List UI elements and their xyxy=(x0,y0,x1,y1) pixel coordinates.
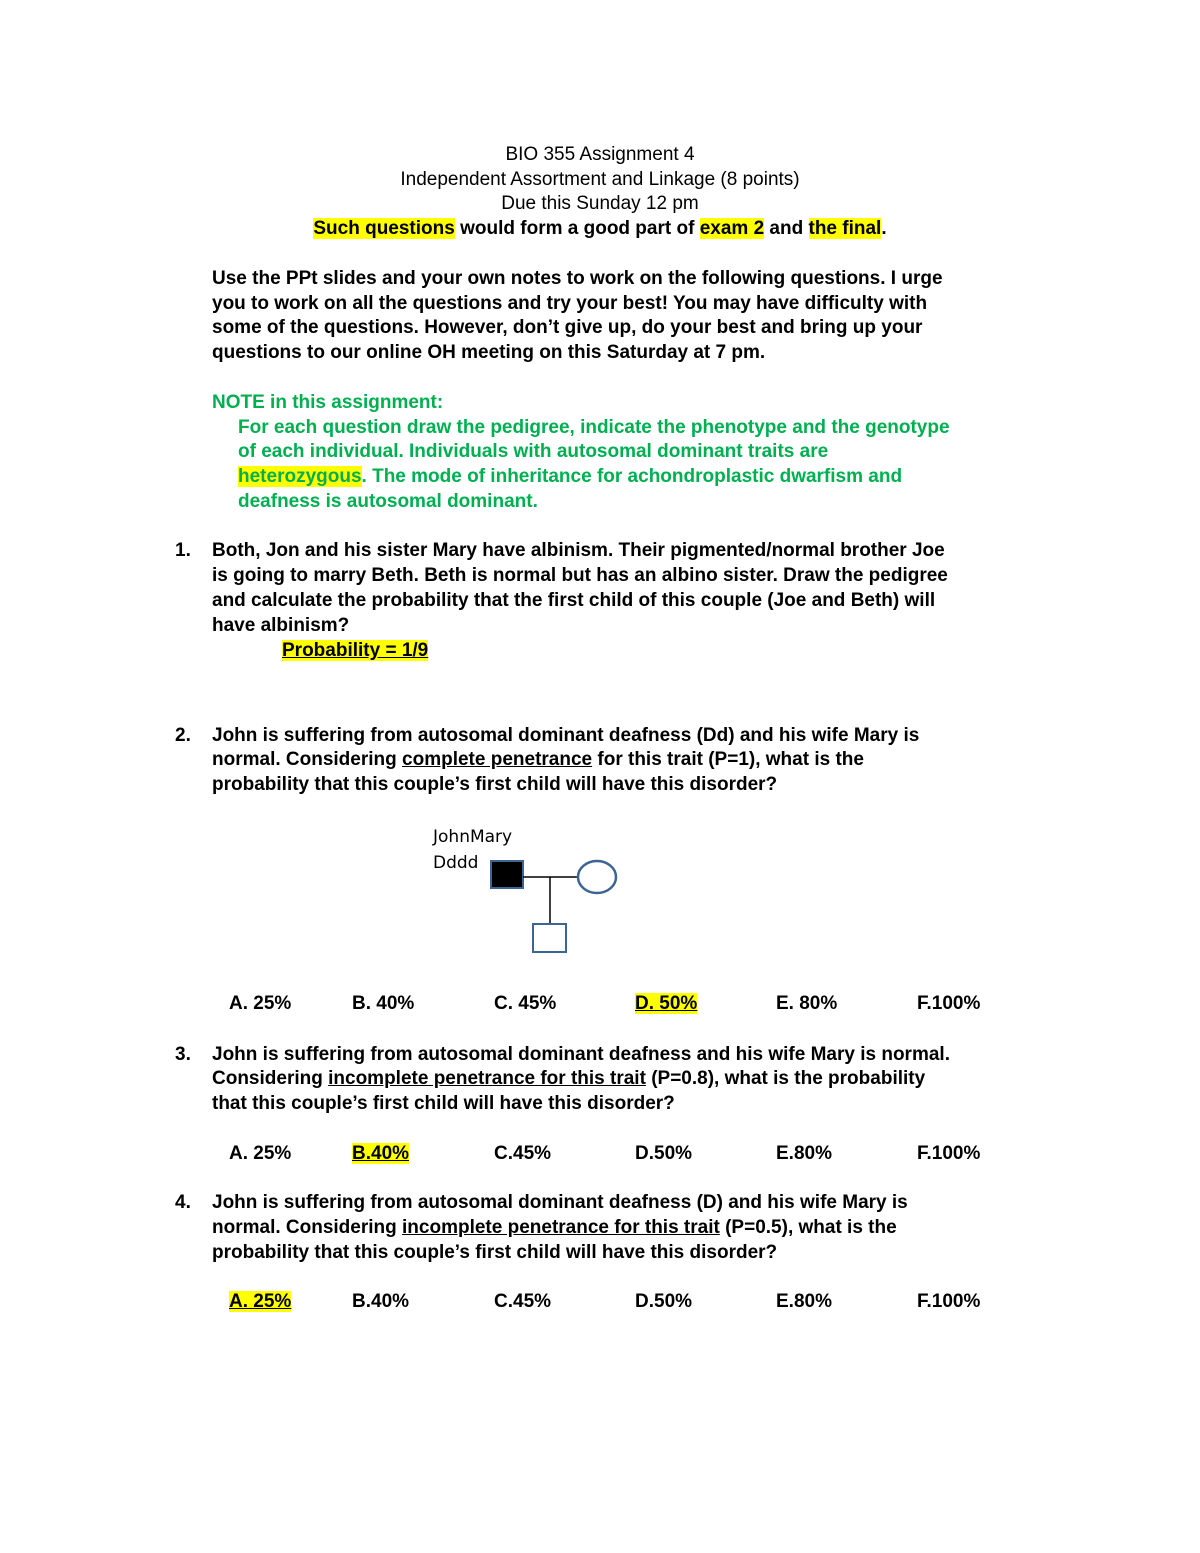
option: C.45% xyxy=(494,1143,552,1164)
option: D.50% xyxy=(635,1291,693,1312)
question-3-text: Considering xyxy=(212,1068,329,1089)
john-affected-male xyxy=(491,861,523,888)
option: F.100% xyxy=(917,1143,981,1164)
exam-note-text-2: and xyxy=(764,218,809,239)
selected-highlight: B.40% xyxy=(352,1143,410,1164)
intro-line: some of the questions. However, don’t give up, do your best and bring up your xyxy=(212,317,923,338)
exam-note-highlight-1: Such questions xyxy=(313,218,455,239)
question-1-answer xyxy=(282,638,428,663)
question-4-line xyxy=(212,1215,897,1240)
note-line xyxy=(238,464,902,489)
exam-note-highlight-3: the final xyxy=(808,218,882,239)
note-heading: NOTE in this assignment: xyxy=(212,392,444,413)
option: F.100% xyxy=(917,993,981,1014)
question-3-text: (P=0.8), what is the probability xyxy=(645,1068,926,1089)
question-1-line: have albinism? xyxy=(212,615,350,636)
question-3-underlined: incomplete penetrance for this trait xyxy=(328,1068,646,1089)
intro-line: Use the PPt slides and your own notes to work on the following questions. I urge xyxy=(212,268,943,289)
course-title: BIO 355 Assignment 4 xyxy=(505,144,695,165)
question-2-line: probability that this couple’s first child will have this disorder? xyxy=(212,774,778,795)
option: A. 25% xyxy=(229,1143,292,1164)
question-4-text: (P=0.5), what is the xyxy=(719,1217,897,1238)
exam-note xyxy=(0,216,1200,241)
exam-note-text-3: . xyxy=(881,218,887,239)
exam-note-highlight-2: exam 2 xyxy=(699,218,765,239)
question-3-number: 3. xyxy=(175,1044,191,1065)
question-2-line: John is suffering from autosomal dominant deafness (Dd) and his wife Mary is xyxy=(212,725,920,746)
child-unknown xyxy=(533,924,566,952)
question-2-underlined: complete penetrance xyxy=(402,749,593,770)
pedigree-diagram xyxy=(420,820,640,960)
option: B.40% xyxy=(352,1291,410,1312)
exam-note-text-1: would form a good part of xyxy=(454,218,700,239)
selected-highlight: A. 25% xyxy=(229,1291,292,1312)
question-1-line: and calculate the probability that the first child of this couple (Joe and Beth) will xyxy=(212,590,936,611)
pedigree-genotypes: Dddd xyxy=(433,853,479,873)
question-1-line: is going to marry Beth. Beth is normal but has an albino sister. Draw the pedigree xyxy=(212,565,948,586)
option-selected xyxy=(635,991,697,1016)
note-line-rest: . The mode of inheritance for achondroplastic dwarfism and xyxy=(361,466,903,487)
mary-normal-female xyxy=(578,861,616,893)
option: F.100% xyxy=(917,1291,981,1312)
note-line: of each individual. Individuals with autosomal dominant traits are xyxy=(238,441,829,462)
option-selected xyxy=(229,1289,291,1314)
option: D.50% xyxy=(635,1143,693,1164)
question-3-line xyxy=(212,1066,925,1091)
pedigree-names: JohnMary xyxy=(433,827,513,847)
question-3-line: John is suffering from autosomal dominant deafness and his wife Mary is normal. xyxy=(212,1044,950,1065)
question-1-number: 1. xyxy=(175,540,191,561)
selected-highlight: D. 50% xyxy=(635,993,698,1014)
intro-line: you to work on all the questions and try your best! You may have difficulty with xyxy=(212,293,928,314)
option: E. 80% xyxy=(776,993,838,1014)
note-line: deafness is autosomal dominant. xyxy=(238,491,538,512)
option: E.80% xyxy=(776,1291,832,1312)
answer-highlight: Probability = 1/9 xyxy=(282,640,429,661)
question-2-line xyxy=(212,747,864,772)
option-selected xyxy=(352,1141,409,1166)
option: E.80% xyxy=(776,1143,832,1164)
question-4-underlined: incomplete penetrance for this trait xyxy=(402,1217,720,1238)
option: A. 25% xyxy=(229,993,292,1014)
question-2-text: for this trait (P=1), what is the xyxy=(592,749,864,770)
question-2-text: normal. Considering xyxy=(212,749,403,770)
question-4-line: probability that this couple’s first child will have this disorder? xyxy=(212,1242,778,1263)
option: C.45% xyxy=(494,1291,552,1312)
intro-line: questions to our online OH meeting on this Saturday at 7 pm. xyxy=(212,342,766,363)
note-line: For each question draw the pedigree, indicate the phenotype and the genotype xyxy=(238,417,950,438)
question-4-text: normal. Considering xyxy=(212,1217,403,1238)
heterozygous-highlight: heterozygous xyxy=(238,466,362,487)
question-2-number: 2. xyxy=(175,725,191,746)
question-4-line: John is suffering from autosomal dominant deafness (D) and his wife Mary is xyxy=(212,1192,908,1213)
due-date: Due this Sunday 12 pm xyxy=(501,193,699,214)
question-4-number: 4. xyxy=(175,1192,191,1213)
assignment-topic: Independent Assortment and Linkage (8 points) xyxy=(400,169,800,190)
question-1-line: Both, Jon and his sister Mary have albinism. Their pigmented/normal brother Joe xyxy=(212,540,945,561)
option: C. 45% xyxy=(494,993,557,1014)
option: B. 40% xyxy=(352,993,415,1014)
question-3-line: that this couple’s first child will have this disorder? xyxy=(212,1093,675,1114)
